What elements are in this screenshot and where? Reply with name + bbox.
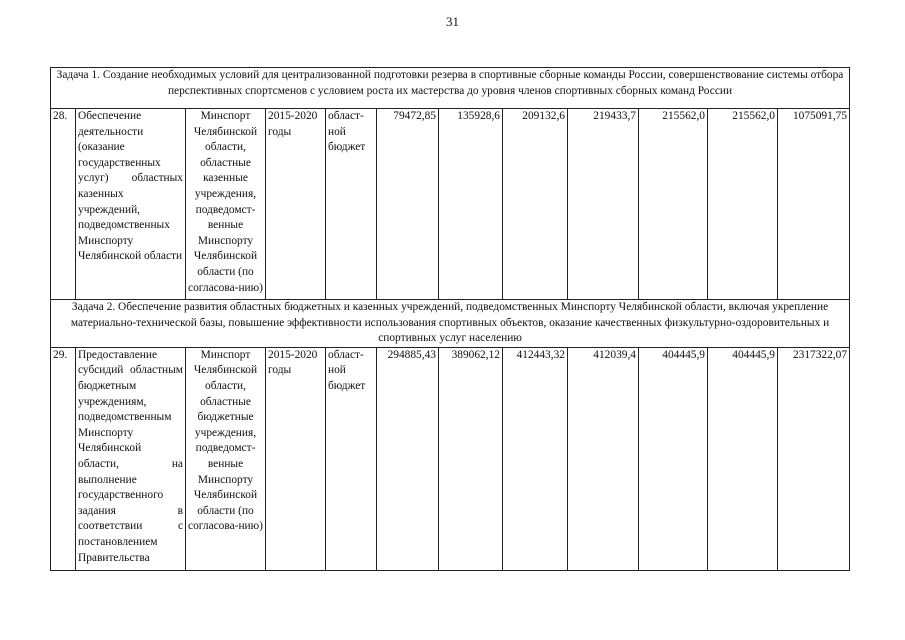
executor: Минспорт Челябинской области, областные казенные учреждения, подведомст-венные Минспорту Челябинской области (по согласова-нию) — [186, 109, 266, 300]
funding-source: област-ной бюджет — [326, 347, 377, 570]
program-activities-table — [50, 67, 850, 571]
value-cell: 219433,7 — [568, 109, 639, 300]
value-cell: 412039,4 — [568, 347, 639, 570]
table-row — [51, 109, 850, 300]
table-row — [51, 347, 850, 570]
executor: Минспорт Челябинской области, областные бюджетные учреждения, подведомст-венные Минспорту Челябинской области (по согласова-нию) — [186, 347, 266, 570]
value-cell: 389062,12 — [439, 347, 503, 570]
value-cell: 135928,6 — [439, 109, 503, 300]
value-cell: 294885,43 — [377, 347, 439, 570]
value-cell: 404445,9 — [708, 347, 778, 570]
page-number: 31 — [446, 14, 459, 29]
implementation-period: 2015-2020 годы — [266, 109, 326, 300]
value-cell: 215562,0 — [639, 109, 708, 300]
task-2-row — [51, 300, 850, 348]
activity-name: Обеспечение деятельности (оказание государственных услуг) областных казенных учреждений, подведомственных Минспорту Челябинской области — [76, 109, 186, 300]
value-cell: 79472,85 — [377, 109, 439, 300]
row-number: 29. — [51, 347, 76, 570]
value-cell: 404445,9 — [639, 347, 708, 570]
funding-source: област-ной бюджет — [326, 109, 377, 300]
total-value-cell: 1075091,75 — [778, 109, 850, 300]
value-cell: 412443,32 — [503, 347, 568, 570]
value-cell: 215562,0 — [708, 109, 778, 300]
value-cell: 209132,6 — [503, 109, 568, 300]
task-1-text: Задача 1. Создание необходимых условий для централизованной подготовки резерва в спортивные сборные команды России, совершенствование системы отбора перспективных спортсменов с условием роста их мастерства до уровня членов спортивных сборных команд России — [51, 68, 850, 109]
task-1-row — [51, 68, 850, 109]
task-2-text: Задача 2. Обеспечение развития областных бюджетных и казенных учреждений, подведомственных Минспорту Челябинской области, включая укрепление материально-технической базы, повышение эффективности использования спортивных объектов, оказание качественных физкультурно-оздоровительных и спортивных услуг населению — [51, 300, 850, 348]
activity-name: Предоставление субсидий областным бюджетным учреждениям, подведомственным Минспорту Челябинской области, на выполнение государственного задания в соответствии с постановлением Правительства — [76, 347, 186, 570]
total-value-cell: 2317322,07 — [778, 347, 850, 570]
implementation-period: 2015-2020 годы — [266, 347, 326, 570]
row-number: 28. — [51, 109, 76, 300]
